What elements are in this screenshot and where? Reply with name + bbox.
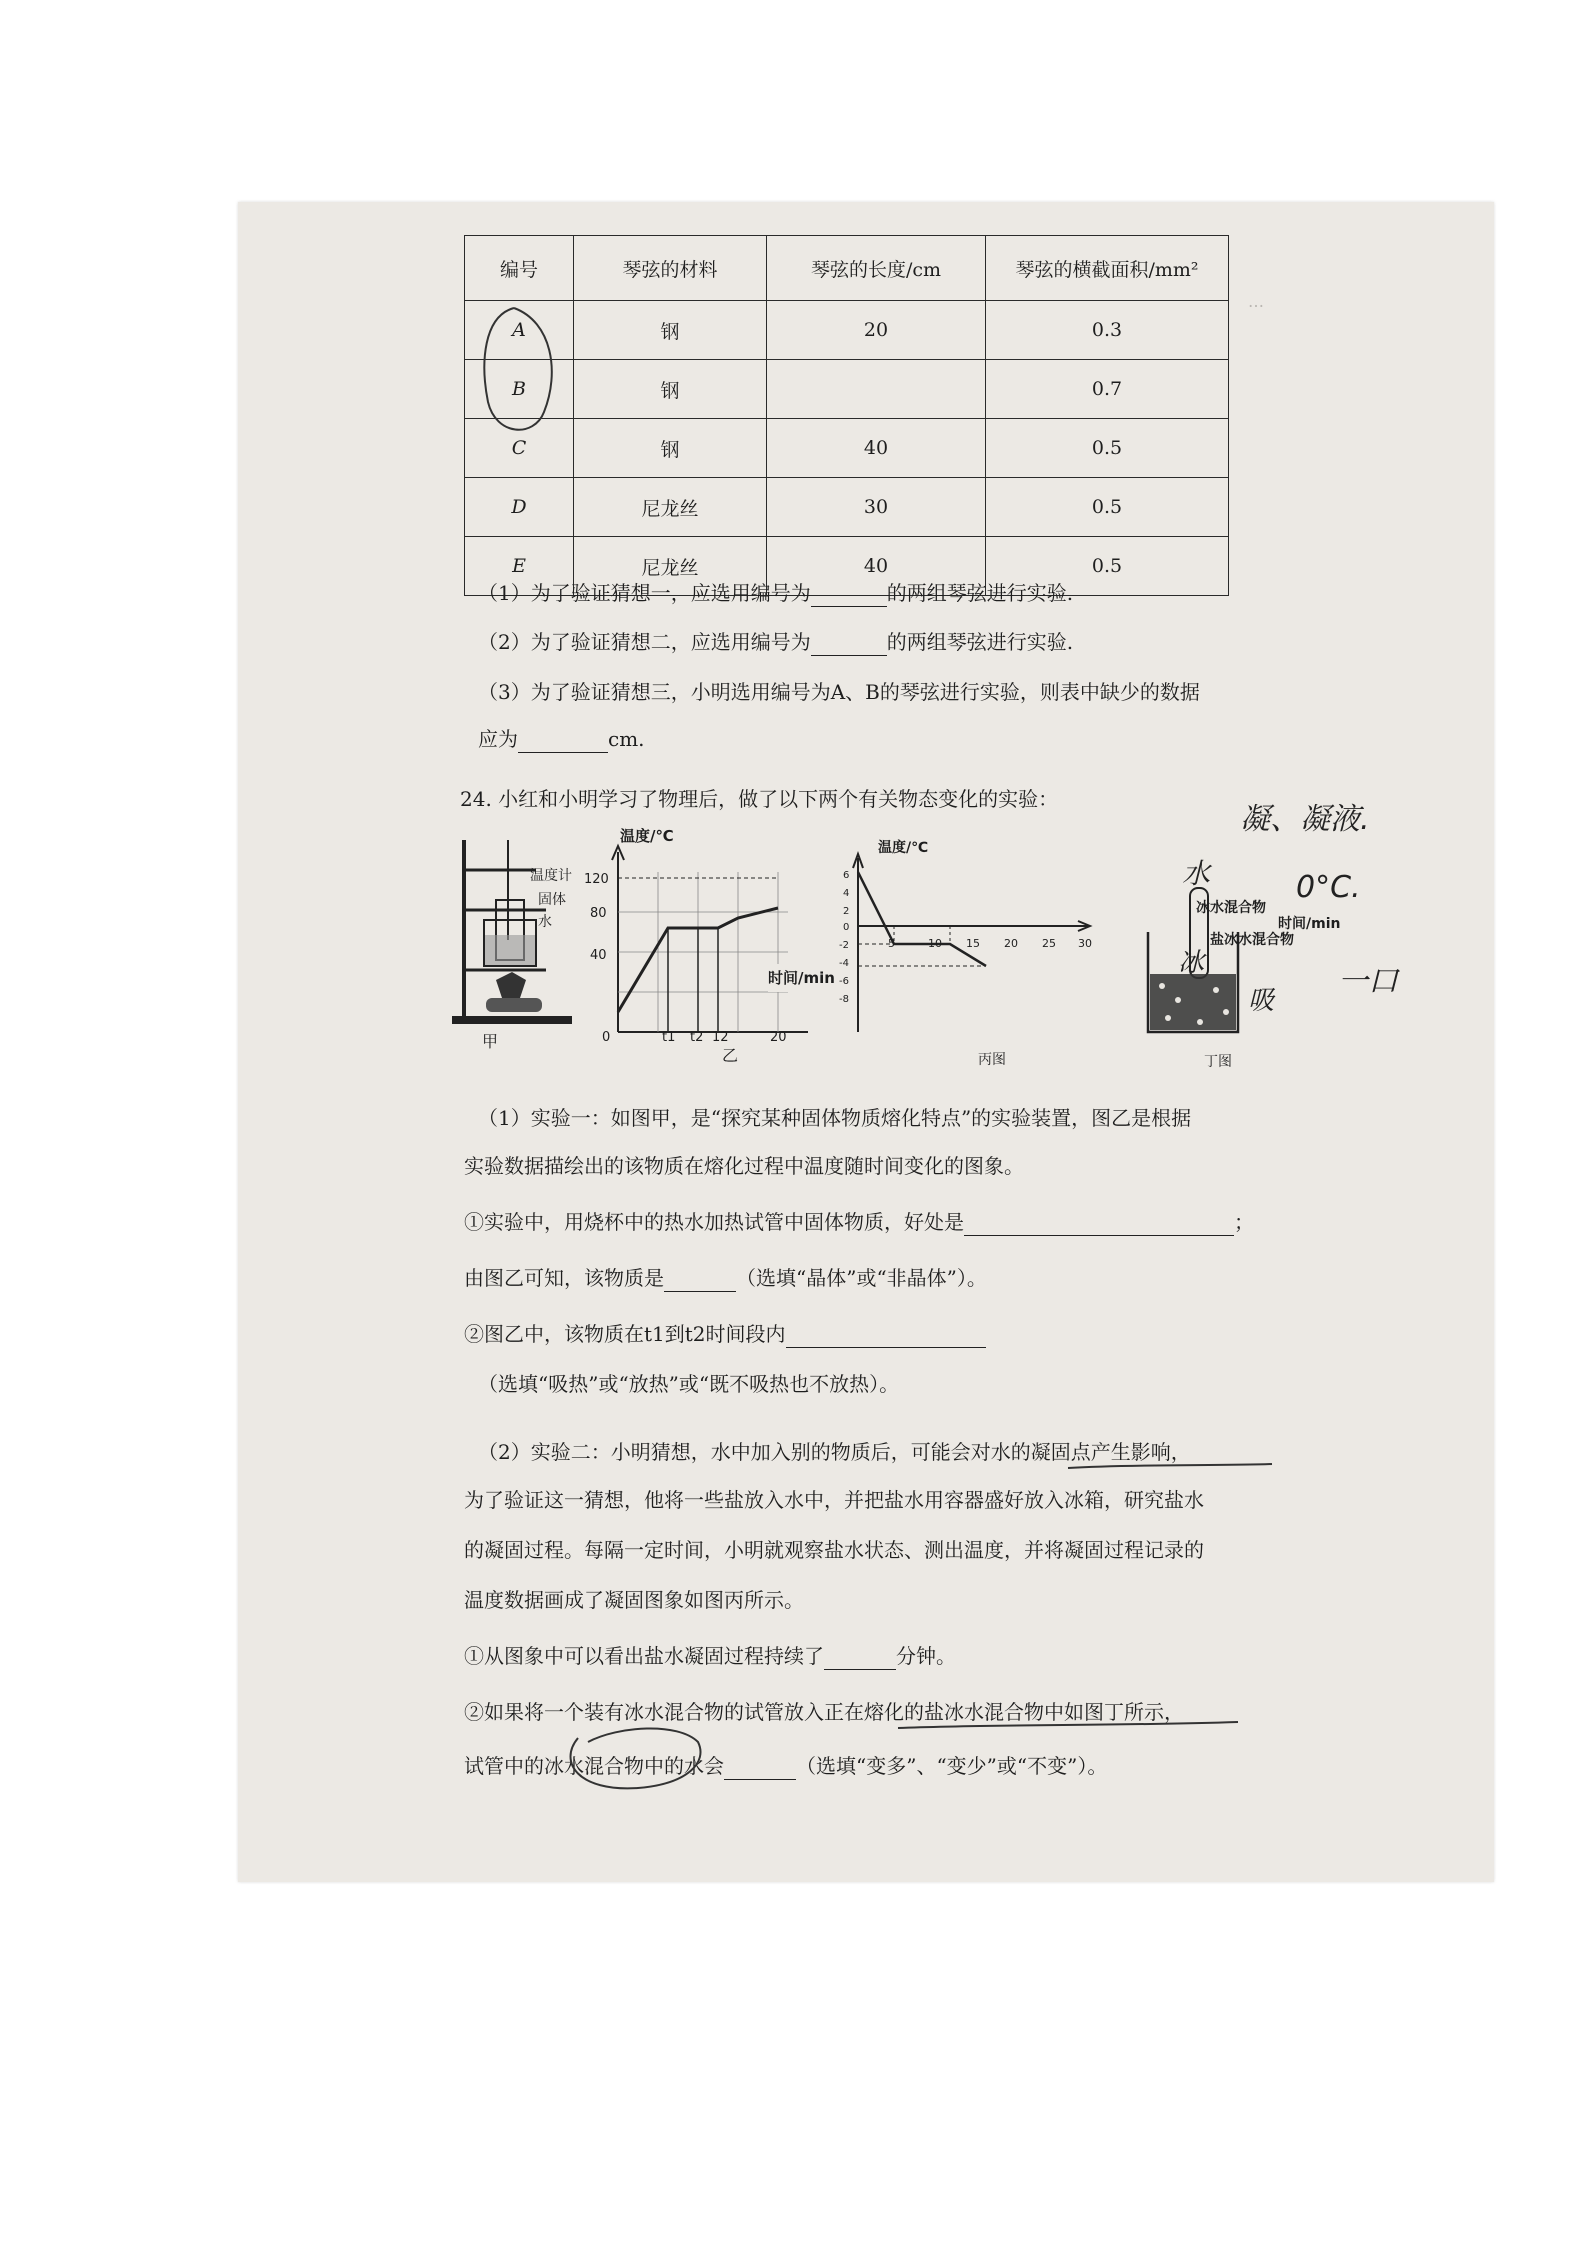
exp1-text-line: 实验数据描绘出的该物质在熔化过程中温度随时间变化的图象。 <box>464 1154 1024 1178</box>
exp2-text-line: 为了验证这一猜想，他将一些盐放入水中，并把盐水用容器盛好放入冰箱，研究盐水 <box>464 1488 1204 1512</box>
figure-label-yi: 乙 <box>722 1046 739 1065</box>
handwritten-note: 冰 <box>1178 948 1205 978</box>
yi-ytick: 40 <box>590 948 607 963</box>
yi-xtick: 0 <box>602 1030 611 1045</box>
bing-xtick: 25 <box>1042 937 1056 950</box>
figure-label-bing: 丙图 <box>978 1052 1006 1068</box>
cell-length: 40 <box>767 537 986 596</box>
handwritten-note: 水 <box>1182 857 1211 890</box>
bing-xtick: 10 <box>928 937 942 950</box>
bing-xlabel: 时间/min <box>1278 916 1341 932</box>
label-solid: 固体 <box>538 892 566 908</box>
cell-area: 0.5 <box>986 537 1229 596</box>
bing-ytick: 0 <box>843 922 850 933</box>
yi-xtick: t2 <box>690 1030 704 1045</box>
cell-length: 30 <box>767 478 986 537</box>
exp2-question-2: ②如果将一个装有冰水混合物的试管放入正在熔化的盐冰水混合物中如图丁所示， <box>464 1700 1184 1724</box>
cell-area: 0.5 <box>986 419 1229 478</box>
yi-ytick: 120 <box>584 872 609 887</box>
table-header: 琴弦的横截面积/mm² <box>986 236 1229 301</box>
exp2-question-2-cont: 试管中的冰水混合物中的水会 （选填“变多”、“变少”或“不变”）。 <box>464 1754 1108 1778</box>
exp1-question-3: ②图乙中，该物质在t1到t2时间段内 <box>464 1320 986 1348</box>
handwritten-note: 一口 <box>1338 964 1398 999</box>
bing-xtick: 5 <box>888 937 895 950</box>
bing-ytick: 2 <box>843 906 850 917</box>
exp2-text-line: 的凝固过程。每隔一定时间，小明就观察盐水状态、测出温度，并将凝固过程记录的 <box>464 1538 1204 1562</box>
bing-ytick: -2 <box>839 940 849 951</box>
cell-material: 钢 <box>574 360 767 419</box>
yi-xtick: 20 <box>770 1030 787 1045</box>
cell-id: A <box>465 301 574 360</box>
exp2-question-1: ①从图象中可以看出盐水凝固过程持续了 分钟。 <box>464 1644 956 1668</box>
yi-xtick: 12 <box>712 1030 729 1045</box>
label-water: 水 <box>538 914 552 930</box>
exp1-text-line: （1）实验一：如图甲，是“探究某种固体物质熔化特点”的实验装置，图乙是根据 <box>478 1106 1192 1130</box>
handwritten-underlines <box>238 202 1494 1882</box>
handwritten-note: 凝、凝液. <box>1240 802 1370 837</box>
cell-material: 钢 <box>574 419 767 478</box>
figure-label-ding: 丁图 <box>1204 1054 1232 1070</box>
cell-area: 0.3 <box>986 301 1229 360</box>
label-salt-ice-water-mix: 盐冰水混合物 <box>1210 932 1294 948</box>
exp2-text-line: 温度数据画成了凝固图象如图丙所示。 <box>464 1588 804 1612</box>
exam-page <box>238 202 1494 1882</box>
cell-area: 0.5 <box>986 478 1229 537</box>
q23-part2: （2）为了验证猜想二，应选用编号为 的两组琴弦进行实验. <box>478 630 1074 654</box>
figure-label-jia: 甲 <box>482 1032 499 1051</box>
bing-ytick: 4 <box>843 888 850 899</box>
bing-xtick: 15 <box>966 937 980 950</box>
cell-material: 钢 <box>574 301 767 360</box>
q23-part3: （3）为了验证猜想三，小明选用编号为A、B的琴弦进行实验，则表中缺少的数据 <box>478 680 1200 704</box>
yi-xtick: t1 <box>662 1030 676 1045</box>
cell-id: D <box>465 478 574 537</box>
cell-length: 20 <box>767 301 986 360</box>
yi-ytick: 80 <box>590 906 607 921</box>
handwritten-note: 0°C. <box>1296 870 1361 905</box>
cell-id: B <box>465 360 574 419</box>
yi-ylabel: 温度/℃ <box>620 827 674 845</box>
q23-part1: （1）为了验证猜想一，应选用编号为 的两组琴弦进行实验. <box>478 581 1074 605</box>
handwritten-note: 吸 <box>1248 986 1275 1016</box>
bing-xtick: 30 <box>1078 937 1092 950</box>
q24-stem: 24. 小红和小明学习了物理后，做了以下两个有关物态变化的实验： <box>460 787 1059 811</box>
bing-ytick: -4 <box>839 958 849 969</box>
table-header: 琴弦的长度/cm <box>767 236 986 301</box>
cell-length: 40 <box>767 419 986 478</box>
label-thermometer: 温度计 <box>530 868 572 884</box>
cell-area: 0.7 <box>986 360 1229 419</box>
exp1-question-3-options: （选填“吸热”或“放热”或“既不吸热也不放热）。 <box>478 1372 900 1396</box>
yi-xlabel: 时间/min <box>768 964 835 992</box>
exp2-text-line: （2）实验二：小明猜想，水中加入别的物质后，可能会对水的凝固点产生影响， <box>478 1440 1191 1464</box>
table-header: 琴弦的材料 <box>574 236 767 301</box>
cell-material: 尼龙丝 <box>574 478 767 537</box>
cell-id: E <box>465 537 574 596</box>
cell-id: C <box>465 419 574 478</box>
bing-ylabel: 温度/℃ <box>878 840 929 856</box>
bing-ytick: -6 <box>839 976 849 987</box>
bing-ytick: 6 <box>843 870 850 881</box>
bing-ytick: -8 <box>839 994 849 1005</box>
exp1-question-2: 由图乙可知，该物质是 （选填“晶体”或“非晶体”）。 <box>464 1266 987 1290</box>
cell-material: 尼龙丝 <box>574 537 767 596</box>
table-header: 编号 <box>465 236 574 301</box>
bleed-through-text: … <box>1248 292 1264 311</box>
label-ice-water-mix: 冰水混合物 <box>1196 900 1266 916</box>
bing-xtick: 20 <box>1004 937 1018 950</box>
q23-part3-cont: 应为 cm. <box>478 727 645 751</box>
exp1-question-1: ①实验中，用烧杯中的热水加热试管中固体物质，好处是 ； <box>464 1210 1254 1234</box>
